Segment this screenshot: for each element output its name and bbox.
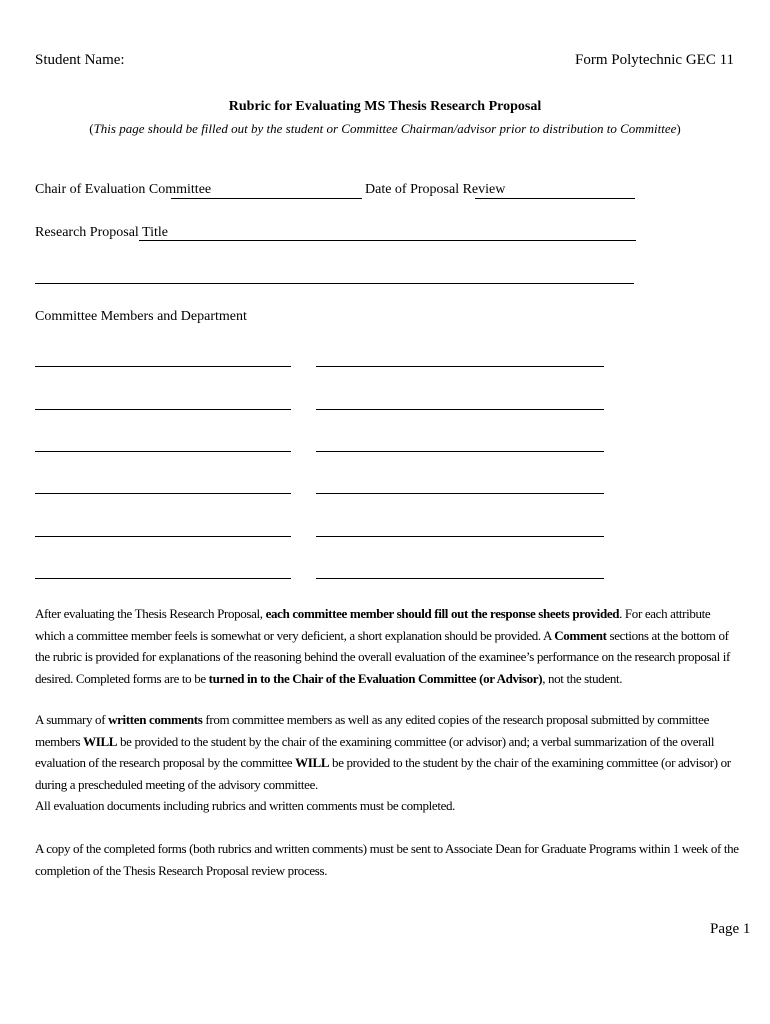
proposal-title-label: Research Proposal Title [35, 225, 168, 240]
subtitle-close-paren: ) [676, 121, 681, 136]
page-title: Rubric for Evaluating MS Thesis Research Proposal [228, 99, 542, 114]
member-line-right-1[interactable] [316, 366, 604, 367]
member-line-right-2[interactable] [316, 409, 604, 410]
p1-text-2: . For each attribute which a committee member feels is somewhat or very deficient, a short explanation should be provided. A [35, 606, 711, 643]
member-line-right-6[interactable] [316, 578, 604, 579]
chair-label: Chair of Evaluation Committee [35, 182, 212, 197]
member-line-left-2[interactable] [35, 409, 291, 410]
instructions-paragraph-1 [35, 603, 743, 689]
page-subtitle [0, 121, 770, 137]
member-line-left-5[interactable] [35, 536, 291, 537]
subtitle-text: This page should be filled out by the student or Committee Chairman/advisor prior to distribution to Committee [93, 121, 677, 136]
p1-bold-3: turned in to the Chair of the Evaluation Committee (or Advisor) [208, 670, 543, 686]
member-line-left-1[interactable] [35, 366, 291, 367]
member-line-left-6[interactable] [35, 578, 291, 579]
instructions-paragraph-4: A copy of the completed forms (both rubrics and written comments) must be sent to Associate Dean for Graduate Programs within 1 week of the completion of the Thesis Research Proposal review process. [35, 841, 739, 878]
p1-bold-2: Comment [554, 627, 607, 643]
member-line-right-3[interactable] [316, 451, 604, 452]
date-input-line[interactable] [475, 198, 635, 199]
form-id: Form Polytechnic GEC 11 [575, 52, 735, 68]
p1-text-4: , not the student. [542, 670, 623, 686]
p2-bold-2: WILL [83, 733, 118, 749]
instructions-paragraph-3: All evaluation documents including rubrics and written comments must be completed. [35, 798, 456, 813]
proposal-title-line-1[interactable] [139, 240, 636, 241]
p2-text-4: be provided to the student by the chair of the examining committee (or advisor) or during a prescheduled meeting of the advisory committee. [35, 755, 731, 792]
member-line-right-4[interactable] [316, 493, 604, 494]
page-number: Page 1 [710, 921, 751, 937]
p2-text-2: from committee members as well as any edited copies of the research proposal submitted by committee members [35, 712, 710, 749]
p1-text-3: sections at the bottom of the rubric is provided for explanations of the reasoning behind the overall evaluation of the examinee’s performance on the research proposal if desired. Completed forms are to be [35, 627, 731, 686]
member-line-left-4[interactable] [35, 493, 291, 494]
p2-bold-3: WILL [295, 755, 330, 770]
instructions-paragraph-2 [35, 709, 743, 795]
subtitle-open-paren: ( [89, 121, 94, 136]
p2-text-1: A summary of [35, 712, 109, 727]
student-name-label: Student Name: [35, 52, 125, 68]
date-label: Date of Proposal Review [365, 182, 506, 197]
p1-text-1: After evaluating the Thesis Research Proposal, [35, 606, 266, 621]
p2-bold-1: written comments [108, 712, 203, 727]
member-line-right-5[interactable] [316, 536, 604, 537]
chair-input-line[interactable] [171, 198, 362, 199]
committee-members-label: Committee Members and Department [35, 309, 247, 324]
proposal-title-line-2[interactable] [35, 283, 634, 284]
member-line-left-3[interactable] [35, 451, 291, 452]
p2-text-3: be provided to the student by the chair of the examining committee (or advisor) and; a verbal summarization of the overall evaluation of the research proposal by the committee [35, 733, 715, 770]
p1-bold-1: each committee member should fill out the response sheets provided [265, 606, 620, 621]
